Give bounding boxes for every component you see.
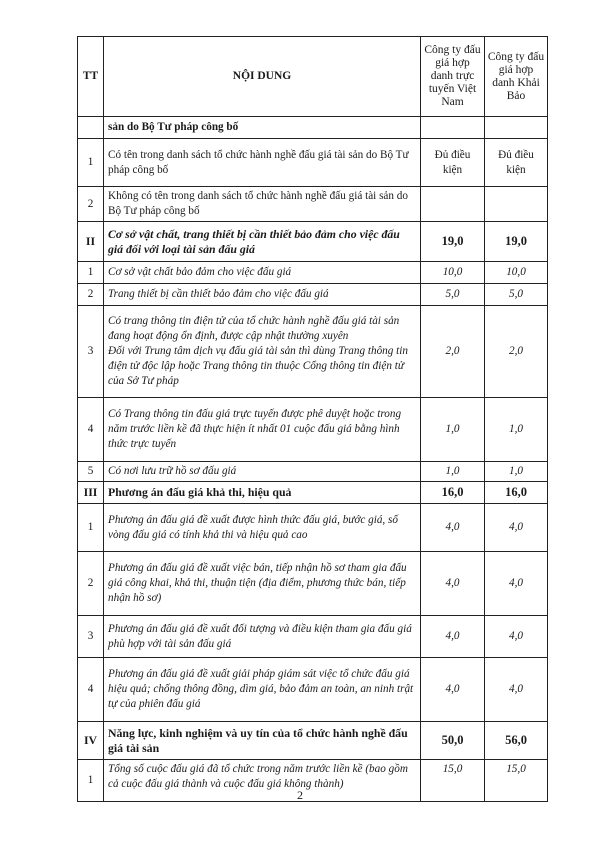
row-tt: II [78,222,104,262]
row-value-1: 50,0 [421,722,485,760]
row-value-1: 5,0 [421,284,485,306]
row-value-2 [485,117,548,139]
row-value-1: Đủ điều kiện [421,139,485,187]
row-value-2: 15,0 [485,760,548,802]
row-value-2: 2,0 [485,306,548,398]
table-row [78,504,548,552]
header-tt: TT [78,37,104,117]
row-value-2: 4,0 [485,658,548,722]
row-tt: 5 [78,462,104,482]
row-value-2: 16,0 [485,482,548,504]
table-row [78,552,548,616]
row-value-1: 4,0 [421,616,485,658]
row-text: Có Trang thông tin đấu giá trực tuyến được phê duyệt hoặc trong năm trước liền kề đã thực hiện ít nhất 01 cuộc đấu giá bằng hình thức trực tuyến [104,398,421,462]
row-value-1: 4,0 [421,658,485,722]
row-value-2: Đủ điều kiện [485,139,548,187]
table-row [78,398,548,462]
row-tt: 4 [78,658,104,722]
page-number: 2 [297,788,303,802]
row-value-2: 10,0 [485,262,548,284]
row-text-part-1: Có trang thông tin điện tử của tổ chức hành nghề đấu giá tài sản đang hoạt động ổn định, được cập nhật thường xuyên [108,315,400,342]
row-text: Cơ sở vật chất, trang thiết bị cần thiết bảo đảm cho việc đấu giá đối với loại tài sản đấu giá [104,222,421,262]
row-value-1: 1,0 [421,398,485,462]
row-tt: IV [78,722,104,760]
row-value-1: 2,0 [421,306,485,398]
row-tt: 2 [78,284,104,306]
row-text-part-2: Đối với Trung tâm dịch vụ đấu giá tài sản thì dùng Trang thông tin điện tử độc lập hoặc Trang thông tin thuộc Cổng thông tin điện tử của Sở Tư pháp [108,345,408,387]
row-text: Phương án đấu giá đề xuất đối tượng và điều kiện tham gia đấu giá phù hợp với tài sản đấu giá [104,616,421,658]
header-company-2: Công ty đấu giá hợp danh Khải Bảo [485,37,548,117]
row-value-2: 4,0 [485,504,548,552]
row-tt: 1 [78,139,104,187]
row-text: Phương án đấu giá đề xuất giải pháp giám sát việc tổ chức đấu giá hiệu quả; chống thông đồng, dìm giá, bảo đảm an toàn, an ninh trật tự của phiên đấu giá [104,658,421,722]
row-value-1: 10,0 [421,262,485,284]
row-tt: III [78,482,104,504]
table-section-row [78,722,548,760]
row-value-1: 4,0 [421,552,485,616]
row-value-1: 1,0 [421,462,485,482]
row-value-1: 19,0 [421,222,485,262]
row-tt: 2 [78,187,104,222]
row-value-2: 5,0 [485,284,548,306]
row-value-2: 1,0 [485,462,548,482]
row-value-2: 4,0 [485,616,548,658]
row-value-1 [421,117,485,139]
table-row [78,616,548,658]
row-text: Trang thiết bị cần thiết bảo đảm cho việc đấu giá [104,284,421,306]
row-tt: 1 [78,760,104,802]
table-row [78,306,548,398]
row-tt: 3 [78,616,104,658]
header-company-1: Công ty đấu giá hợp danh trực tuyến Việt Nam [421,37,485,117]
header-content: NỘI DUNG [104,37,421,117]
row-text: Cơ sở vật chất bảo đảm cho việc đấu giá [104,262,421,284]
table-section-row [78,222,548,262]
row-value-1: 15,0 [421,760,485,802]
row-text: Có tên trong danh sách tổ chức hành nghề đấu giá tài sản do Bộ Tư pháp công bố [104,139,421,187]
row-value-2: 19,0 [485,222,548,262]
row-tt: 4 [78,398,104,462]
table-row [78,139,548,187]
row-value-1 [421,187,485,222]
row-text: Phương án đấu giá đề xuất được hình thức đấu giá, bước giá, số vòng đấu giá có tính khả thi và hiệu quả cao [104,504,421,552]
row-value-1: 4,0 [421,504,485,552]
table-row [78,658,548,722]
row-text: sản do Bộ Tư pháp công bố [104,117,421,139]
row-tt: 1 [78,262,104,284]
row-text: Không có tên trong danh sách tổ chức hành nghề đấu giá tài sản do Bộ Tư pháp công bố [104,187,421,222]
criteria-table [77,36,548,802]
row-text: Phương án đấu giá khả thi, hiệu quả [104,482,421,504]
table-section-row [78,482,548,504]
row-text: Có nơi lưu trữ hồ sơ đấu giá [104,462,421,482]
row-tt: 3 [78,306,104,398]
row-value-2: 1,0 [485,398,548,462]
row-value-2: 4,0 [485,552,548,616]
row-text: Tổng số cuộc đấu giá đã tổ chức trong năm trước liền kề (bao gồm cả cuộc đấu giá thành và cuộc đấu giá không thành) [104,760,421,802]
row-value-2: 56,0 [485,722,548,760]
table-row [78,117,548,139]
row-tt: 1 [78,504,104,552]
table-header-row [78,37,548,117]
row-value-2 [485,187,548,222]
table-row [78,262,548,284]
row-text [104,306,421,398]
row-value-1: 16,0 [421,482,485,504]
row-text: Năng lực, kinh nghiệm và uy tín của tổ chức hành nghề đấu giá tài sản [104,722,421,760]
row-tt [78,117,104,139]
row-text: Phương án đấu giá đề xuất việc bán, tiếp nhận hồ sơ tham gia đấu giá công khai, khả thi, thuận tiện (địa điểm, phương thức bán, tiếp nhận hồ sơ) [104,552,421,616]
table-row [78,462,548,482]
row-tt: 2 [78,552,104,616]
table-row [78,284,548,306]
table-row [78,187,548,222]
